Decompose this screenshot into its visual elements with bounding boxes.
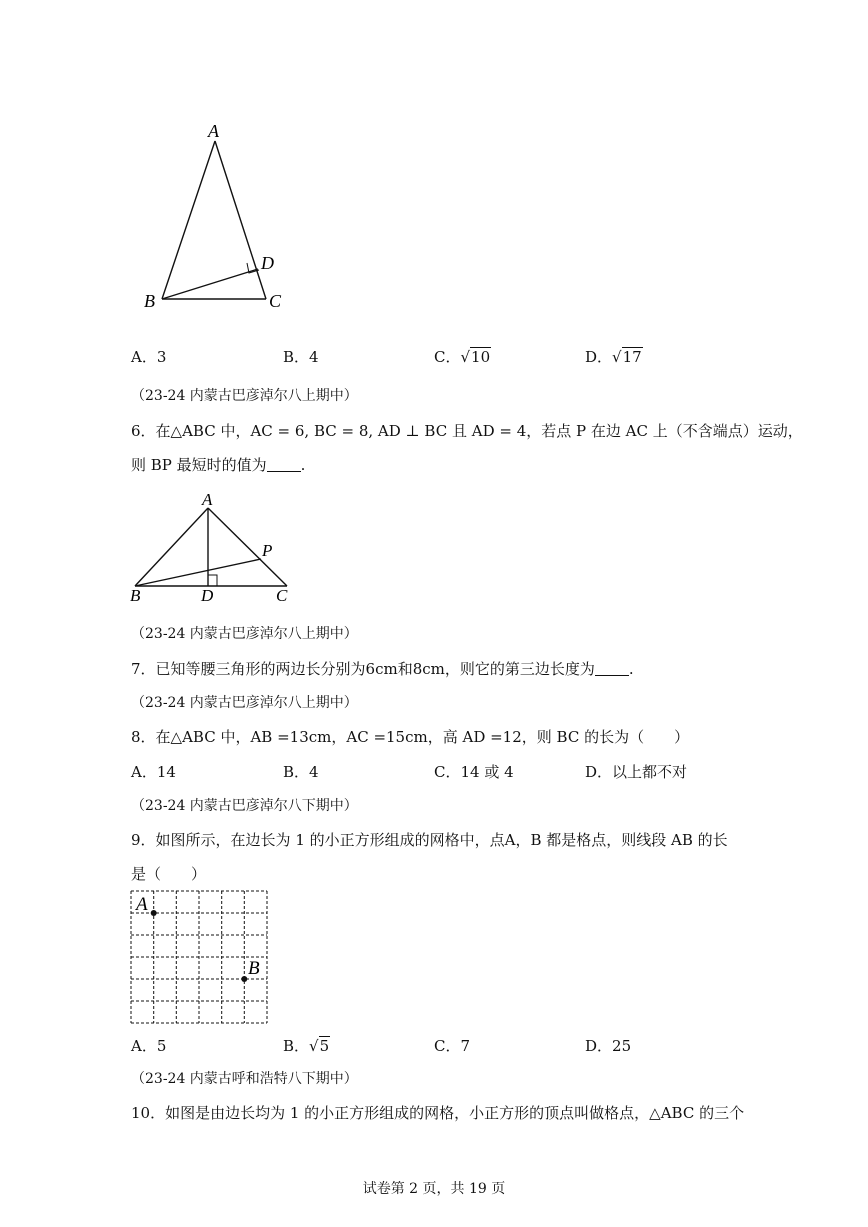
q8-option-d: D．以上都不对 [585,763,688,781]
q9-label-a: A [136,894,148,915]
q5-label-d: D [261,253,274,273]
q6-label-a: A [202,490,213,509]
q9-option-c: C．7 [434,1037,471,1055]
q8-option-b: B．4 [283,763,319,781]
q5-label-c: C [269,291,282,311]
q9-label-b: B [248,958,260,979]
q6-question-line2: 则 BP 最短时的值为 . [131,456,306,474]
q8-question: 8．在△ABC 中，AB =13cm，AC =15cm，高 AD =12，则 BC 的长为（ ） [131,728,690,746]
q5-option-c: C．√10 [434,348,491,366]
q5-label-b: B [144,291,155,311]
q5-triangle-figure [130,115,310,315]
q9-question-line2: 是（ ） [131,865,207,883]
q9-option-b: B．√5 [283,1037,330,1055]
q5-option-a: A．3 [131,348,167,366]
point-b-dot [241,976,247,982]
q5-label-a: A [208,121,219,141]
q8-source: （23-24 内蒙古巴彦淖尔八上期中） [131,695,358,711]
q6-source: （23-24 内蒙古巴彦淖尔八上期中） [131,388,358,404]
q8-option-a: A．14 [131,763,176,781]
q6-label-b: B [130,586,141,605]
q5-option-b: B．4 [283,348,319,366]
q9-source: （23-24 内蒙古巴彦淖尔八下期中） [131,798,358,814]
q10-source: （23-24 内蒙古呼和浩特八下期中） [131,1071,358,1087]
q9-option-a: A．5 [131,1037,167,1055]
q6-label-c: C [276,586,288,605]
answer-blank [595,661,629,676]
page-footer: 试卷第 2 页，共 19 页 [362,1181,506,1197]
q10-question: 10．如图是由边长均为 1 的小正方形组成的网格，小正方形的顶点叫做格点，△ABC 的三个 [131,1104,745,1122]
q6-label-d: D [201,586,214,605]
q6-label-p: P [262,541,273,560]
q9-option-d: D．25 [585,1037,632,1055]
q5-option-d: D．√17 [585,348,642,366]
q7-source: （23-24 内蒙古巴彦淖尔八上期中） [131,626,358,642]
q9-grid-figure [126,886,276,1030]
q6-question-line1: 6．在△ABC 中，AC = 6, BC = 8, AD ⊥ BC 且 AD = 4，若点 P 在边 AC 上（不含端点）运动， [131,422,803,440]
q6-triangle-figure [125,488,300,608]
point-a-dot [151,910,157,916]
q9-question-line1: 9．如图所示，在边长为 1 的小正方形组成的网格中，点A，B 都是格点，则线段 AB 的长 [131,831,728,849]
answer-blank [267,457,301,472]
q8-option-c: C．14 或 4 [434,763,514,781]
q7-question: 7．已知等腰三角形的两边长分别为6cm和8cm，则它的第三边长度为 . [131,660,634,678]
